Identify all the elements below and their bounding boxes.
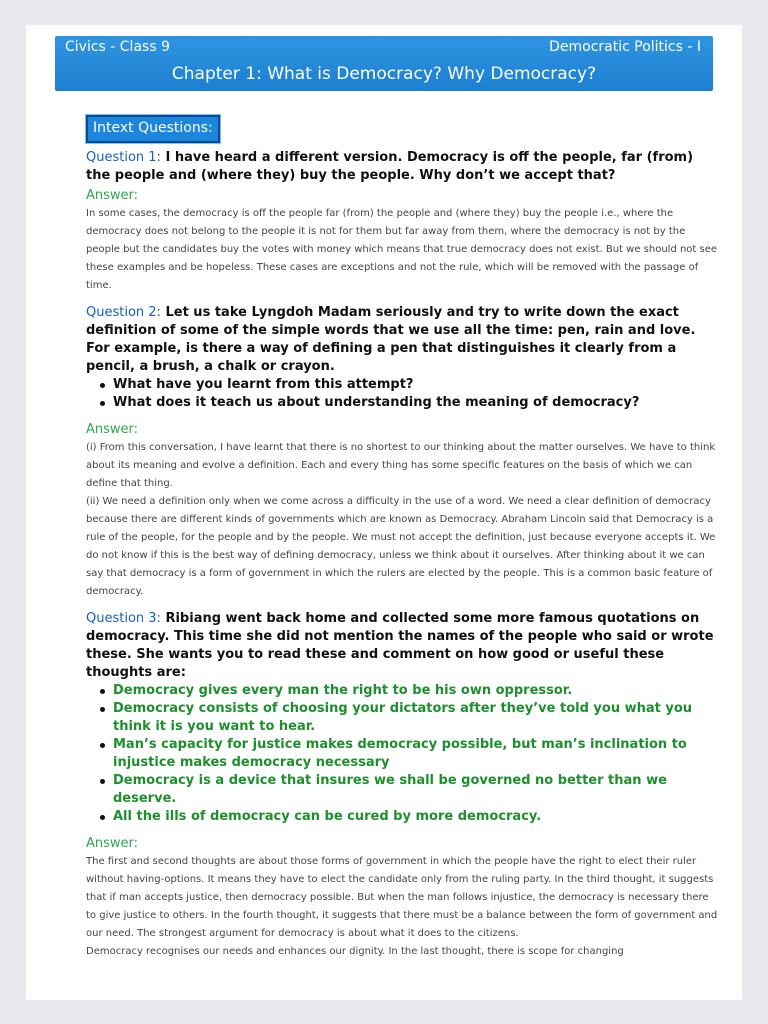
list-item: Democracy is a device that insures we shall be governed no better than we deserve.: [98, 772, 718, 808]
question-text: Ribiang went back home and collected some more famous quotations on democracy. This time she did not mention the names of the people who said or wrote these. She wants you to read these and comment on how good or useful these thoughts are:: [86, 611, 714, 680]
question-label: Question 3:: [86, 611, 161, 626]
chapter-header: [55, 36, 713, 91]
answer-label: Answer:: [86, 422, 139, 437]
question-text: I have heard a different version. Democracy is off the people, far (from) the people and (where they) buy the people. Why don’t we accept that?: [86, 150, 694, 183]
document-page: [26, 25, 742, 1000]
subject-label: Civics - Class 9: [65, 39, 170, 55]
question-label: Question 2:: [86, 305, 161, 320]
list-item: Democracy consists of choosing your dictators after they’ve told you what you think it is you want to hear.: [98, 700, 718, 736]
list-item: All the ills of democracy can be cured by more democracy.: [98, 808, 718, 826]
answer-label: Answer:: [86, 836, 139, 851]
section-label: Intext Questions:: [86, 115, 220, 143]
list-item: What have you learnt from this attempt?: [98, 376, 718, 394]
book-label: Democratic Politics - I: [549, 39, 701, 55]
question-label: Question 1:: [86, 150, 161, 165]
list-item: Democracy gives every man the right to be his own oppressor.: [98, 682, 718, 700]
question-1: [86, 149, 718, 185]
question-2: [86, 304, 718, 376]
list-item: What does it teach us about understanding the meaning of democracy?: [98, 394, 718, 412]
question-3: [86, 610, 718, 682]
answer-text: (ii) We need a definition only when we come across a difficulty in the use of a word. We need a clear definition of democracy because there are different kinds of governments which are known as Democracy. Abraham Lincoln said that Democracy is a rule of the people, for the people and by the people. We must not accept the definition, just because everyone accepts it. We do not know if this is the best way of defining democracy, unless we think about it ourselves. After thinking about it we can say that democracy is a form of government in which the rulers are elected by the people. This is a common basic feature of democracy.: [86, 496, 716, 597]
answer-text: In some cases, the democracy is off the people far (from) the people and (where they) buy the people i.e., where the democracy does not belong to the people it is not for them but far away from them, where the democracy is not by the people but the candidates buy the votes with money which means that true democracy does not exist. But we should not see these examples and be hopeless. These cases are exceptions and not the rule, which will be removed with the passage of time.: [86, 208, 718, 291]
answer-text: (i) From this conversation, I have learnt that there is no shortest to our thinking about the matter ourselves. We have to think about its meaning and evolve a definition. Each and every thing has some specific features on the basis of which we can define that thing.: [86, 442, 716, 489]
question-text: Let us take Lyngdoh Madam seriously and try to write down the exact definition of some of the simple words that we use all the time: pen, rain and love. For example, is there a way of defining a pen that distinguishes it clearly from a pencil, a brush, a chalk or crayon.: [86, 305, 696, 374]
answer-text: Democracy recognises our needs and enhances our dignity. In the last thought, there is scope for changing: [86, 946, 624, 957]
quotation-list: [98, 682, 718, 826]
answer-label: Answer:: [86, 188, 139, 203]
chapter-title: Chapter 1: What is Democracy? Why Democracy?: [171, 64, 597, 84]
list-item: Man’s capacity for justice makes democracy possible, but man’s inclination to injustice makes democracy necessary: [98, 736, 718, 772]
answer-text: The first and second thoughts are about those forms of government in which the people have the right to elect their ruler without having-options. It means they have to elect the candidate only from the ruling party. In the third thought, it suggests that if man accepts justice, then democracy possible. But when the man follows injustice, the democracy is necessary there to give justice to others. In the fourth thought, it suggests that there must be a balance between the form of government and our need. The strongest argument for democracy is about what it does to the citizens.: [86, 856, 718, 939]
content: [86, 115, 718, 961]
question-2-bullets: [98, 376, 718, 412]
